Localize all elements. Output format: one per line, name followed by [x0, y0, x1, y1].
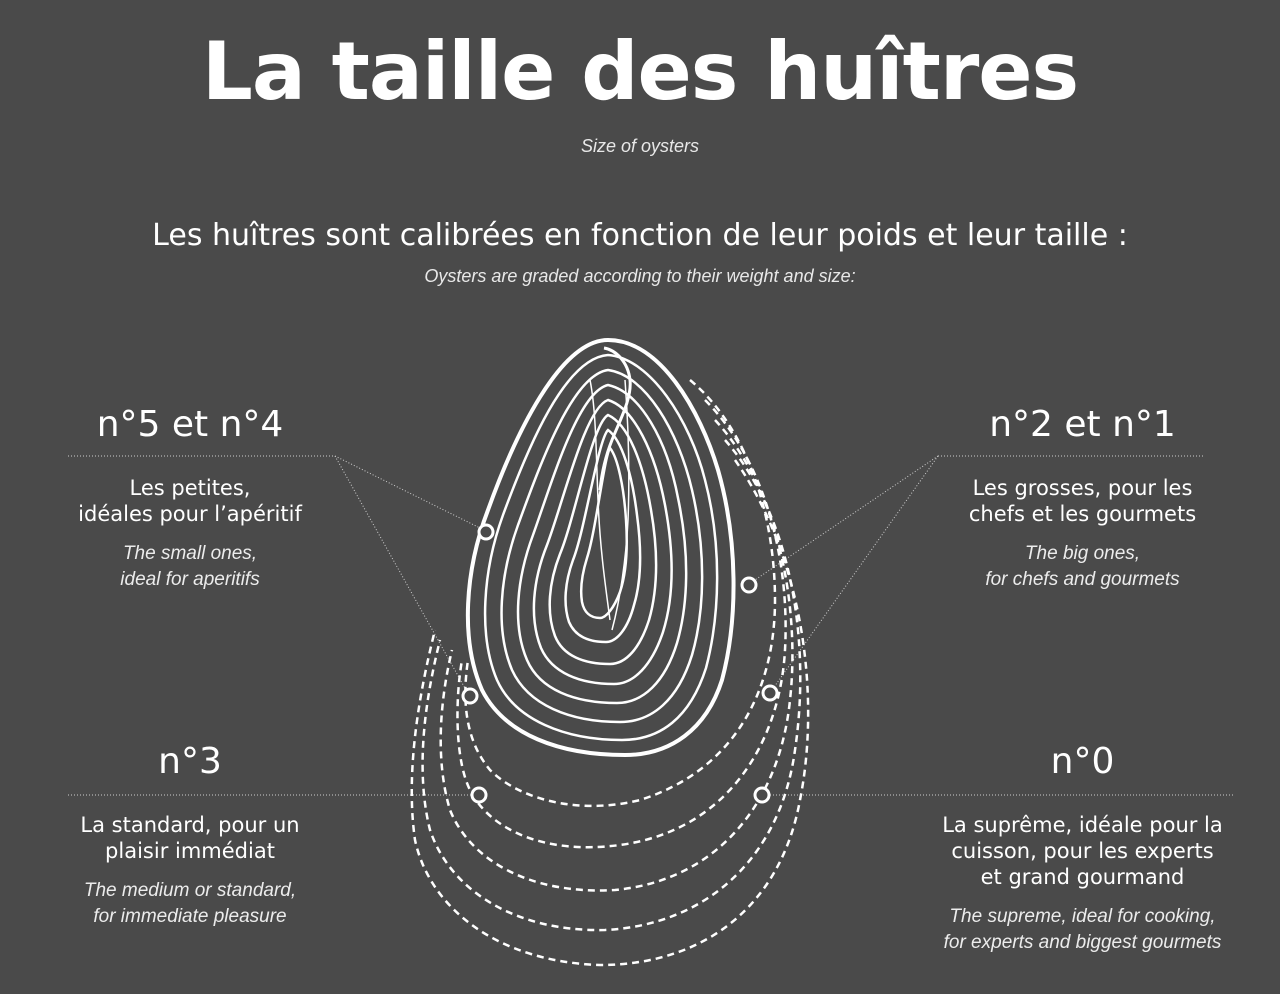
- text-line: La standard, pour un: [80, 813, 300, 837]
- marker-2-1-b: [763, 686, 777, 700]
- marker-5-4-b: [463, 689, 477, 703]
- text-line: cuisson, pour les experts: [951, 839, 1214, 863]
- size-description-en: [50, 878, 330, 930]
- text-line: The big ones,: [1024, 543, 1141, 564]
- text-line: plaisir immédiat: [105, 839, 275, 863]
- text-line: for chefs and gourmets: [985, 569, 1180, 590]
- size-description-fr: [50, 812, 330, 864]
- leader-line-5-4-a: [335, 456, 480, 528]
- size-label: n°0: [1050, 741, 1115, 782]
- size-block-5-4: [60, 403, 320, 593]
- text-line: ideal for aperitifs: [120, 569, 260, 590]
- marker-5-4-a: [479, 525, 493, 539]
- text-line: et grand gourmand: [980, 865, 1185, 889]
- marker-3: [472, 788, 486, 802]
- size-description-fr: [940, 475, 1225, 527]
- text-line: for immediate pleasure: [93, 906, 287, 927]
- size-block-2-1: [940, 403, 1225, 593]
- marker-0: [755, 788, 769, 802]
- text-line: for experts and biggest gourmets: [943, 932, 1222, 953]
- text-line: The medium or standard,: [83, 880, 297, 901]
- page-title: La taille des huîtres: [201, 25, 1079, 118]
- text-line: chefs et les gourmets: [968, 502, 1197, 526]
- text-line: The supreme, ideal for cooking,: [949, 906, 1216, 927]
- marker-2-1-a: [742, 578, 756, 592]
- text-line: Les grosses, pour les: [972, 476, 1193, 500]
- size-description-en: [60, 541, 320, 593]
- oyster-shell-icon: [468, 340, 734, 755]
- text-line: Les petites,: [129, 476, 251, 500]
- size-label: n°2 et n°1: [989, 404, 1176, 445]
- text-line: idéales pour l’apéritif: [78, 502, 302, 526]
- size-description-fr: [915, 812, 1250, 890]
- section-heading: Les huîtres sont calibrées en fonction de leur poids et leur taille :: [152, 218, 1128, 253]
- size-label: n°3: [158, 741, 222, 782]
- size-description-en: [915, 904, 1250, 956]
- size-description-fr: [60, 475, 320, 527]
- text-line: La suprême, idéale pour la: [942, 813, 1223, 837]
- leader-line-2-1-b: [772, 456, 938, 690]
- size-label: n°5 et n°4: [96, 404, 284, 445]
- section-heading-english: Oysters are graded according to their weight and size:: [424, 266, 856, 286]
- page-subtitle: Size of oysters: [580, 136, 700, 156]
- size-block-0: [915, 740, 1250, 956]
- text-line: The small ones,: [122, 543, 258, 564]
- size-description-en: [940, 541, 1225, 593]
- size-block-3: [50, 740, 330, 930]
- leader-line-5-4-b: [335, 456, 466, 690]
